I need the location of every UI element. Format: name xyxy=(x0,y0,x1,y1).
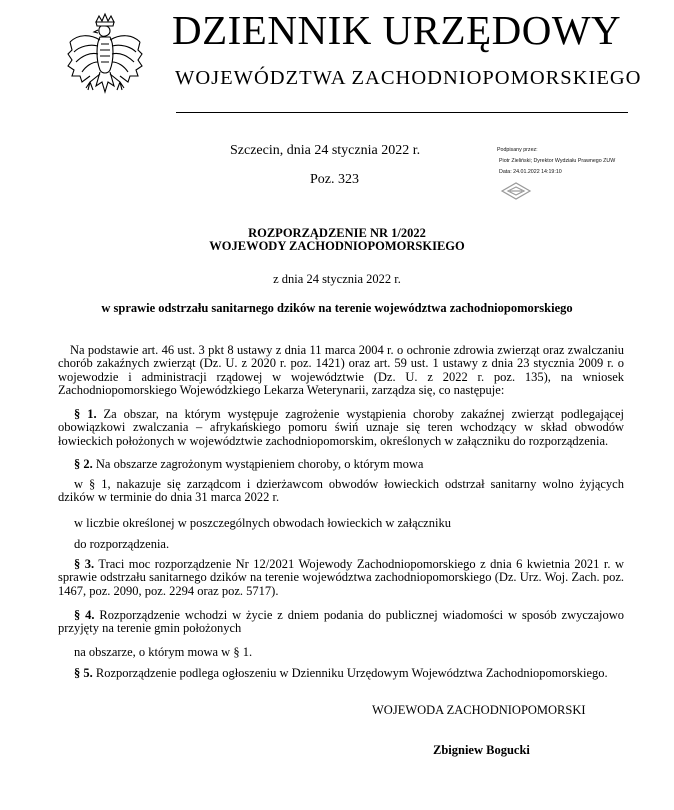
digital-signature-icon xyxy=(499,180,533,202)
section-5-label: § 5. xyxy=(74,666,93,680)
preamble-paragraph: Na podstawie art. 46 ust. 3 pkt 8 ustawy z dnia 11 marca 2004 r. o ochronie zdrowia zwierząt oraz zwalczaniu chorób zakaźnych zwierząt (Dz. U. z 2020 r. poz. 1421) oraz art. 59 ust. 1 ustawy z dnia 23 stycznia 2009 r. o wojewodzie i administracji rządowej w województwie (Dz. U. z 2022 r. poz. 135), na wniosek Zachodniopomorskiego Wojewódzkiego Lekarza Weterynarii, zarządza się, co następuje: xyxy=(58,343,624,397)
section-1-label: § 1. xyxy=(74,407,97,421)
section-4-label: § 4. xyxy=(74,608,95,622)
section-5-text: Rozporządzenie podlega ogłoszeniu w Dzienniku Urzędowym Województwa Zachodniopomorskiego. xyxy=(92,666,608,680)
section-2-text: Na obszarze zagrożonym wystąpieniem choroby, o którym mowa xyxy=(92,457,424,471)
section-2 xyxy=(58,458,624,471)
signer-name: Zbigniew Bogucki xyxy=(433,743,530,757)
section-4-continuation: na obszarze, o którym mowa w § 1. xyxy=(74,645,253,659)
signer-info: Piotr Zieliński; Dyrektor Wydziału Prawnego ZUW xyxy=(499,158,616,164)
section-3-label: § 3. xyxy=(74,557,95,571)
section-3 xyxy=(58,558,624,598)
section-1-text: Za obszar, na którym występuje zagrożenie wystąpienia choroby zakaźnej zwierząt podlegającej obowiązkowi zwalczania – afrykańskiego pomoru świń uznaje się teren wchodzący w skład obwodów łowieckich położonych w województwie zachodniopomorskim, określonych w załączniku do rozporządzenia. xyxy=(58,407,625,448)
journal-title: DZIENNIK URZĘDOWY xyxy=(172,7,622,53)
position-number: Poz. 323 xyxy=(310,172,359,187)
act-date: z dnia 24 stycznia 2022 r. xyxy=(273,272,401,286)
section-2-continuation: w § 1, nakazuje się zarządcom i dzierżawcom obwodów łowieckich odstrzał sanitarny wolno żyjących dzików w terminie do dnia 31 marca 2022 r. xyxy=(58,477,624,505)
polish-eagle-emblem-icon xyxy=(60,12,150,112)
act-title: ROZPORZĄDZENIE NR 1/2022 xyxy=(248,226,426,240)
section-2-label: § 2. xyxy=(74,457,93,471)
signer-office: WOJEWODA ZACHODNIOPOMORSKI xyxy=(372,703,586,717)
section-4-text: Rozporządzenie wchodzi w życie z dniem podania do publicznej wiadomości w sposób zwyczajowo przyjęty na terenie gmin położonych xyxy=(58,608,625,636)
section-2-continuation-2: w liczbie określonej w poszczególnych obwodach łowieckich w załączniku xyxy=(74,516,451,530)
journal-subtitle: WOJEWÓDZTWA ZACHODNIOPOMORSKIEGO xyxy=(175,67,642,89)
act-issuer: WOJEWODY ZACHODNIOPOMORSKIEGO xyxy=(209,239,465,253)
section-3-text: Traci moc rozporządzenie Nr 12/2021 Wojewody Zachodniopomorskiego z dnia 6 kwietnia 2021 r. w sprawie odstrzału sanitarnego dzików na terenie województwa zachodniopomorskiego (Dz. Urz. Woj. Zach. poz. 1467, poz. 2090, poz. 2294 oraz poz. 5717). xyxy=(58,557,625,598)
place-and-date: Szczecin, dnia 24 stycznia 2022 r. xyxy=(230,143,421,158)
header-divider xyxy=(176,112,628,113)
section-1 xyxy=(58,408,624,448)
signature-box xyxy=(497,145,615,178)
section-2-continuation-3: do rozporządzenia. xyxy=(74,537,170,551)
signature-label: Podpisany przez: xyxy=(497,147,538,153)
act-subject: w sprawie odstrzału sanitarnego dzików na terenie województwa zachodniopomorskiego xyxy=(101,301,573,315)
section-4 xyxy=(58,609,624,636)
section-5 xyxy=(58,667,624,680)
signature-date: Data: 24.01.2022 14:19:10 xyxy=(499,169,562,175)
